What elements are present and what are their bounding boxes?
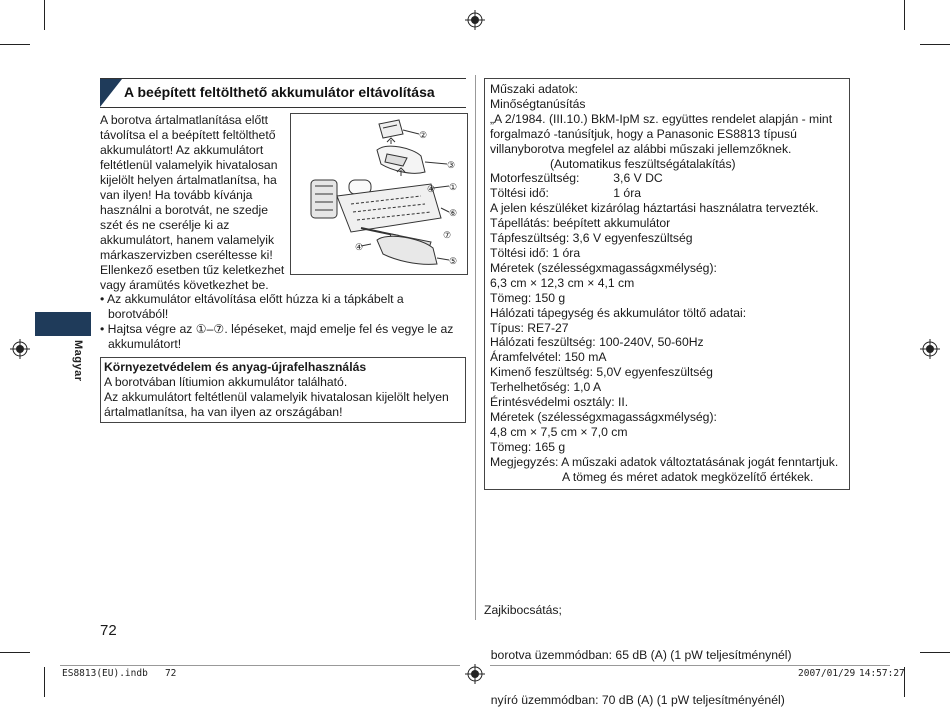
intro-line: A borotva ártalmatlanítása előtt	[100, 113, 269, 127]
environment-box	[100, 357, 466, 423]
environment-line: A borotvában lítiumion akkumulátor található.	[104, 375, 348, 389]
language-label: Magyar	[72, 340, 84, 382]
crop-mark	[0, 44, 30, 45]
spec-line: (Automatikus feszültségátalakítás)	[550, 156, 736, 171]
shaver-exploded-view-icon	[291, 114, 467, 274]
bullet-item: • Az akkumulátor eltávolítása előtt húzza ki a tápkábelt a borotvából!	[100, 292, 404, 321]
spec-line: Motorfeszültség: 3,6 V DC	[490, 171, 663, 186]
spec-line: Áramfelvétel: 150 mA	[490, 350, 607, 365]
spec-line: Töltési idő: 1 óra	[490, 186, 642, 201]
spec-line: A jelen készüléket kizárólag háztartási használatra tervezték.	[490, 201, 819, 216]
registration-mark-icon	[465, 10, 485, 30]
spec-line: forgalmazó -tanúsítjuk, hogy a Panasonic ES8813 típusú	[490, 126, 797, 141]
page-number: 72	[100, 622, 117, 639]
spec-line: A tömeg és méret adatok megközelítő értékek.	[562, 469, 814, 484]
callout-label: ④	[355, 242, 364, 252]
intro-line: márkaszervizben cseréltesse ki!	[100, 248, 273, 262]
crop-mark	[0, 652, 30, 653]
intro-line: feltétlenül valamelyik hivatalosan	[100, 158, 278, 172]
intro-line: kijelölt helyen ártalmatlanítsa, ha	[100, 173, 277, 187]
intro-paragraph	[100, 113, 284, 293]
spec-line: Műszaki adatok:	[490, 82, 579, 96]
spec-line: Töltési idő: 1 óra	[490, 245, 581, 260]
spec-line: Kimenő feszültség: 5,0V egyenfeszültség	[490, 365, 713, 380]
column-divider	[475, 75, 476, 620]
crop-mark	[904, 0, 905, 30]
section-header	[100, 78, 466, 108]
callout-label: ①	[449, 182, 458, 192]
crop-mark	[920, 652, 950, 653]
intro-line: használni a borotvát, ne szedje	[100, 203, 269, 217]
callout-label: ②	[419, 130, 428, 140]
intro-line: Ellenkező esetben tűz keletkezhet	[100, 263, 285, 277]
spec-line: 4,8 cm × 7,5 cm × 7,0 cm	[490, 424, 628, 439]
callout-label: ⑦	[443, 230, 452, 240]
spec-line: Méretek (szélességxmagasságxmélység):	[490, 260, 717, 275]
footer-rule	[490, 665, 890, 666]
language-tab	[35, 312, 91, 336]
environment-line: ártalmatlanítsa, ha van ilyen az országában!	[104, 405, 343, 419]
spec-line: Tömeg: 165 g	[490, 439, 566, 454]
spec-line: Típus: RE7-27	[490, 320, 569, 335]
intro-line: akkumulátort, hanem valamelyik	[100, 233, 275, 247]
spec-line: „A 2/1984. (III.10.) BkM-IpM sz. együttes rendelet alapján - mint	[490, 111, 833, 126]
noise-line: Zajkibocsátás;	[484, 603, 562, 617]
bullet-item: • Hajtsa végre az ①–⑦. lépéseket, majd emelje fel és vegye le az akkumulátort!	[100, 322, 454, 351]
noise-emission	[484, 573, 792, 723]
specifications-box	[484, 78, 850, 490]
spec-line: Tömeg: 150 g	[490, 290, 566, 305]
intro-line: akkumulátort! Az akkumulátort	[100, 143, 264, 157]
registration-mark-icon	[10, 339, 30, 359]
intro-line: távolítsa el a beépített feltölthető	[100, 128, 276, 142]
registration-mark-icon	[465, 664, 485, 684]
environment-title: Környezetvédelem és anyag-újrafelhasználás	[104, 360, 367, 374]
noise-line: borotva üzemmódban: 65 dB (A) (1 pW teljesítménynél)	[484, 648, 792, 662]
callout-label: ④	[427, 184, 436, 194]
registration-mark-icon	[920, 339, 940, 359]
spec-line: 6,3 cm × 12,3 cm × 4,1 cm	[490, 275, 635, 290]
footer-filename: ES8813(EU).indb 72	[62, 668, 177, 679]
spec-lines	[490, 82, 838, 484]
intro-line: vagy áramütés következhet be.	[100, 278, 269, 292]
callout-label: ⑥	[449, 208, 458, 218]
spec-line: villanyborotva megfelel az alábbi műszaki jellemzőknek.	[490, 141, 792, 156]
intro-line: van ilyen! Ha tovább kívánja	[100, 188, 253, 202]
footer-rule	[60, 665, 460, 666]
spec-line: Terhelhetőség: 1,0 A	[490, 380, 602, 395]
noise-line: nyíró üzemmódban: 70 dB (A) (1 pW teljesítményénél)	[484, 693, 785, 707]
crop-mark	[920, 44, 950, 45]
environment-line: Az akkumulátort feltétlenül valamelyik hivatalosan kijelölt helyen	[104, 390, 449, 404]
spec-line: Érintésvédelmi osztály: II.	[490, 395, 629, 410]
spec-line: Tápellátás: beépített akkumulátor	[490, 216, 671, 231]
spec-line: Megjegyzés: A műszaki adatok változtatásának jogát fenntartjuk.	[490, 454, 839, 469]
spec-line: Méretek (szélességxmagasságxmélység):	[490, 409, 717, 424]
callout-label: ③	[447, 160, 456, 170]
crop-mark	[44, 667, 45, 697]
header-triangle-icon	[100, 79, 122, 107]
spec-line: Hálózati tápegység és akkumulátor töltő adatai:	[490, 305, 747, 320]
intro-line: szét és ne cserélje ki az	[100, 218, 230, 232]
disassembly-illustration	[290, 113, 468, 275]
section-title: A beépített feltölthető akkumulátor eltávolítása	[124, 84, 435, 100]
callout-label: ⑤	[449, 256, 458, 266]
bullet-list	[100, 292, 453, 352]
spec-line: Hálózati feszültség: 100-240V, 50-60Hz	[490, 335, 704, 350]
spec-line: Tápfeszültség: 3,6 V egyenfeszültség	[490, 231, 693, 246]
footer-time: 14:57:27	[859, 668, 905, 679]
crop-mark	[44, 0, 45, 30]
spec-line: Minőségtanúsítás	[490, 96, 586, 111]
footer-date: 2007/01/29	[798, 668, 856, 679]
